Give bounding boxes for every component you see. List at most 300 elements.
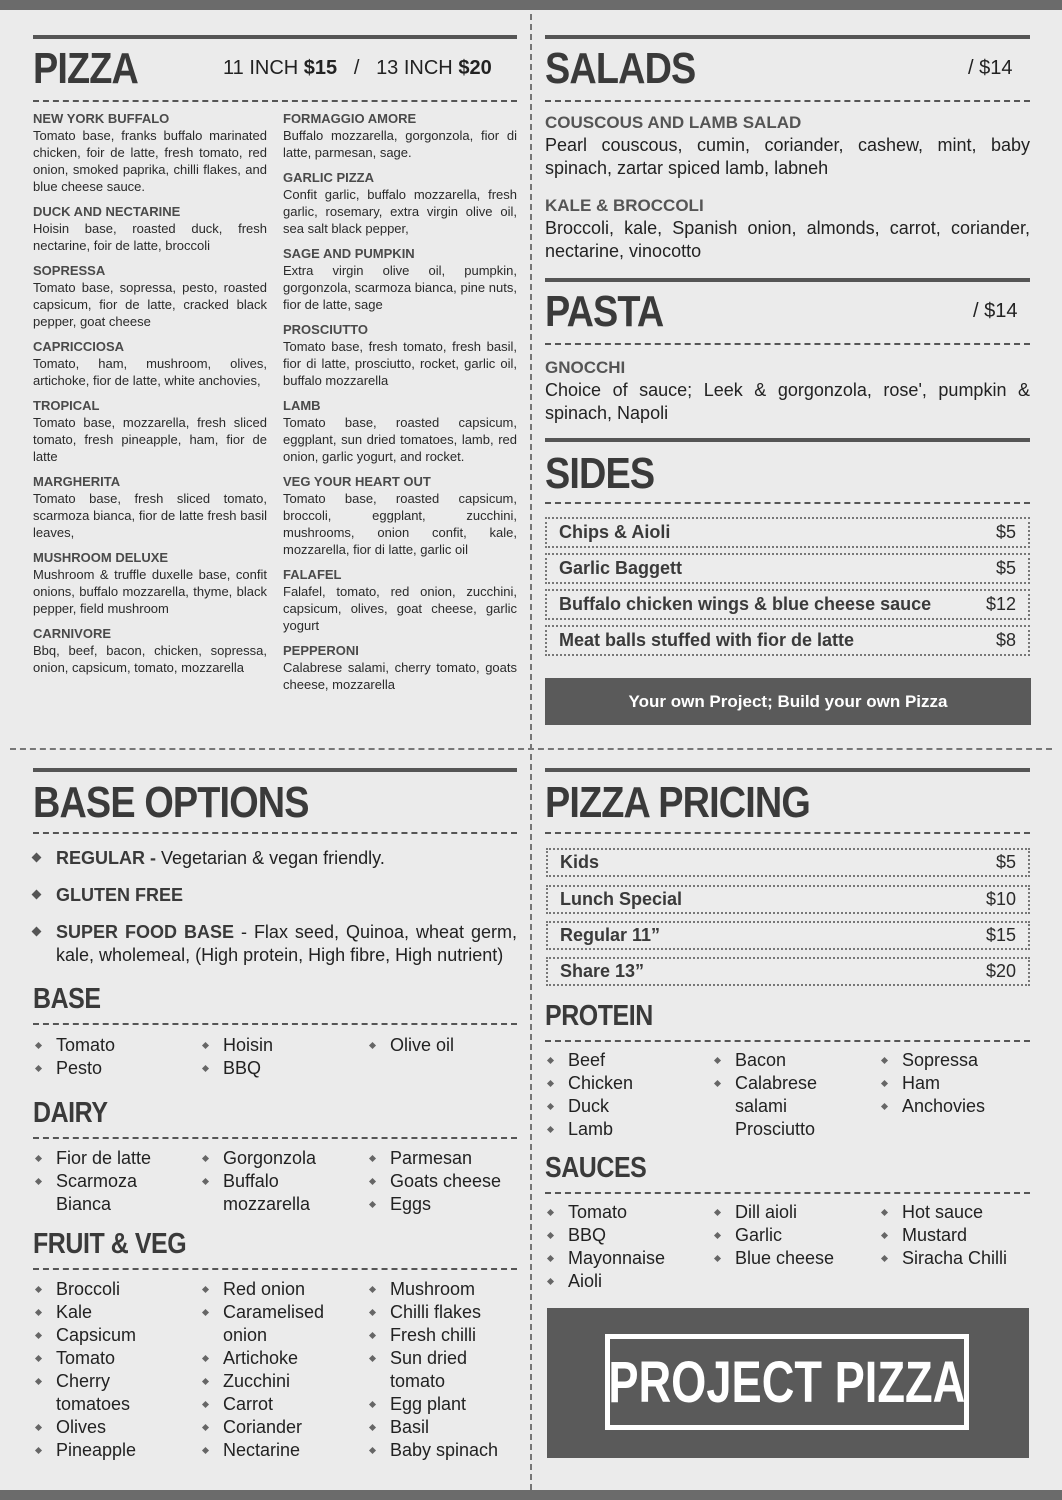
bullet-icon [547,1255,554,1262]
logo-text: PROJECT PIZZA [608,1349,966,1415]
pricing-name: Kids [560,852,600,872]
pizza-item [283,246,517,313]
list-item-label: Hoisin [223,1035,274,1055]
list-item [545,1072,712,1095]
list-item-label: Coriander [223,1417,303,1437]
list-item [367,1147,534,1170]
pizza-name: SAGE AND PUMPKIN [283,246,415,261]
pricing-row [546,848,1030,877]
list-item-label: onion [223,1325,268,1345]
base-options-dotted-rule [33,832,517,834]
list-item [33,1393,200,1416]
list-item [200,1034,367,1057]
list-item-label: Pineapple [56,1440,137,1460]
list-item-label: Duck [568,1096,610,1116]
list-item-label: Nectarine [223,1440,301,1460]
pasta-top-rule [545,278,1030,282]
list-item-label: Eggs [390,1194,432,1214]
base-dotted-rule [33,1023,517,1025]
salad-name: COUSCOUS AND LAMB SALAD [545,113,802,132]
build-your-own-banner: Your own Project; Build your own Pizza [545,678,1031,725]
pricing-name: Share 13” [560,961,645,981]
list-item [367,1278,534,1301]
list-item [545,1049,712,1072]
list-item-label: Sopressa [902,1050,979,1070]
pizza-item [283,474,517,558]
bullet-icon [547,1278,554,1285]
list-item [545,1224,712,1247]
list-item-label: Bacon [735,1050,787,1070]
list-item-label: Mustard [902,1225,968,1245]
list-item-label: tomatoes [56,1394,131,1414]
pricing-price: $5 [995,852,1016,872]
list-item-label: Chilli flakes [390,1302,482,1322]
fruit-veg-column [367,1278,534,1462]
pizza-item [33,111,267,195]
pizza-name: VEG YOUR HEART OUT [283,474,431,489]
pizza-dotted-rule [33,100,517,102]
pricing-row [546,921,1030,950]
dairy-column [367,1147,534,1216]
bullet-icon [714,1255,721,1262]
list-item [33,1278,200,1301]
base-column [33,1034,200,1080]
pizza-column-right [283,111,517,702]
sauces-title: SAUCES [545,1152,647,1184]
pizza-name: DUCK AND NECTARINE [33,204,181,219]
list-item-label: Ham [902,1073,941,1093]
list-item-label: BBQ [568,1225,607,1245]
bottom-border [0,1490,1062,1500]
pizza-item [33,398,267,465]
protein-dotted-rule [545,1040,1030,1042]
side-price: $12 [985,594,1016,614]
list-item-label: Red onion [223,1279,306,1299]
pizza-column-left [33,111,267,685]
list-item [879,1224,1046,1247]
list-item-label: Mayonnaise [568,1248,666,1268]
side-name: Meat balls stuffed with fior de latte [559,630,855,650]
bullet-icon [202,1401,209,1408]
bullet-icon [881,1209,888,1216]
salad-desc: Broccoli, kale, Spanish onion, almonds, carrot, coriander, nectarine, vinocotto [545,218,1030,261]
list-item-label: Caramelised [223,1302,325,1322]
bullet-icon [714,1209,721,1216]
base-option [33,884,517,907]
pizza-desc: Tomato base, fresh tomato, fresh basil, fior di latte, prosciutto, rocket, garlic oil, buffalo mozzarella [283,339,517,388]
list-item [200,1324,367,1347]
pizza-item [33,204,267,254]
list-item [200,1301,367,1324]
list-item [200,1278,367,1301]
side-name: Chips & Aioli [559,522,671,542]
pizza-item [283,398,517,465]
pizza-name: TROPICAL [33,398,100,413]
salads-top-rule [545,35,1030,39]
list-item-label: Olive oil [390,1035,455,1055]
top-border [0,0,1062,10]
fruit-veg-column [200,1278,367,1462]
protein-column [712,1049,879,1141]
list-item [367,1324,534,1347]
list-item-label: Bianca [56,1194,112,1214]
list-item [367,1370,534,1393]
list-item-label: Zucchini [223,1371,291,1391]
bullet-icon [881,1255,888,1262]
list-item-label: tomato [390,1371,446,1391]
list-item [367,1301,534,1324]
sides-top-rule [545,438,1030,442]
list-item [879,1072,1046,1095]
pizza-desc: Tomato base, sopressa, pesto, roasted capsicum, fior de latte, cracked black pepper, goat cheese [33,280,267,329]
bullet-icon [202,1286,209,1293]
dairy-list [33,1147,534,1216]
bullet-icon [35,1042,42,1049]
list-item-label: Beef [568,1050,606,1070]
side-row [545,625,1030,656]
list-item-label: Prosciutto [735,1119,816,1139]
bullet-icon [35,1065,42,1072]
list-item [367,1416,534,1439]
list-item [879,1201,1046,1224]
list-item-label: Baby spinach [390,1440,499,1460]
list-item-label: Fior de latte [56,1148,152,1168]
price-large: $20 [458,57,492,79]
list-item-label: Aioli [568,1271,603,1291]
pricing-price: $20 [985,961,1016,981]
list-item-label: Cherry [56,1371,111,1391]
bullet-icon [547,1126,554,1133]
list-item-label: salami [735,1096,788,1116]
list-item [545,1270,712,1293]
list-item-label: Tomato [56,1035,116,1055]
pizza-item [33,474,267,541]
pizza-pricing-top-rule [545,768,1030,772]
base-title: BASE [33,983,101,1015]
protein-column [545,1049,712,1141]
size-small: 11 INCH [223,57,299,79]
list-item [200,1416,367,1439]
list-item [712,1247,879,1270]
base-option-desc: Vegetarian & vegan friendly. [156,848,385,868]
pizza-item [283,111,517,161]
bullet-icon [547,1103,554,1110]
pizza-item [283,170,517,237]
list-item-label: Dill aioli [735,1202,798,1222]
project-pizza-logo [547,1308,1029,1458]
list-item [200,1193,367,1216]
bullet-icon [369,1401,376,1408]
bullet-icon [547,1080,554,1087]
pizza-name: MARGHERITA [33,474,121,489]
pizza-desc: Extra virgin olive oil, pumpkin, gorgonzola, scarmoza bianca, pine nuts, fior de latte, sage [283,263,517,312]
list-item [879,1247,1046,1270]
list-item [545,1095,712,1118]
list-item [367,1439,534,1462]
bullet-icon [202,1378,209,1385]
pizza-desc: Mushroom & truffle duxelle base, confit onions, buffalo mozzarella, thyme, black pepper, field mushroom [33,567,267,616]
sauces-column [879,1201,1046,1293]
list-item [367,1347,534,1370]
list-item [33,1416,200,1439]
list-item-label: Chicken [568,1073,634,1093]
list-item-label: Artichoke [223,1348,299,1368]
pizza-name: FALAFEL [283,567,342,582]
pizza-item [33,626,267,676]
list-item [200,1057,367,1080]
list-item [712,1072,879,1095]
bullet-icon [369,1424,376,1431]
list-item [545,1118,712,1141]
list-item [712,1095,879,1118]
pizza-name: PROSCIUTTO [283,322,368,337]
list-item-label: Basil [390,1417,430,1437]
bullet-icon [881,1103,888,1110]
price-small: $15 [303,57,338,79]
bullet-icon [369,1309,376,1316]
pizza-pricing-dotted-rule [545,832,1030,834]
side-row [545,553,1030,584]
list-item-label: Blue cheese [735,1248,835,1268]
list-item [712,1224,879,1247]
horizontal-fold-line [10,748,1052,750]
bullet-icon [881,1057,888,1064]
pasta-title: PASTA [545,287,664,336]
fruit-veg-dotted-rule [33,1268,517,1270]
sauces-list [545,1201,1046,1293]
bullet-icon [202,1178,209,1185]
side-row [545,589,1030,620]
list-item-label: Tomato [56,1348,116,1368]
bullet-icon [369,1447,376,1454]
bullet-icon [547,1232,554,1239]
list-item [545,1247,712,1270]
base-option-name: GLUTEN FREE [56,885,184,905]
pizza-item [283,322,517,389]
list-item [200,1439,367,1462]
list-item [200,1370,367,1393]
pizza-name: LAMB [283,398,321,413]
salads-price: / $14 [968,57,1013,79]
salads-title: SALADS [545,44,696,93]
bullet-icon [714,1080,721,1087]
list-item-label: Scarmoza [56,1171,138,1191]
side-price: $5 [995,558,1016,578]
pricing-price: $15 [985,925,1016,945]
sauces-dotted-rule [545,1192,1030,1194]
list-item-label: Egg plant [390,1394,467,1414]
dairy-dotted-rule [33,1137,517,1139]
dairy-title: DAIRY [33,1097,108,1129]
bullet-icon [369,1155,376,1162]
bullet-icon [369,1332,376,1339]
list-item [367,1034,534,1057]
bullet-icon [35,1424,42,1431]
dairy-column [200,1147,367,1216]
bullet-icon [202,1355,209,1362]
bullet-icon [369,1201,376,1208]
pizza-desc: Confit garlic, buffalo mozzarella, fresh garlic, rosemary, extra virgin olive oil, sea salt black pepper, [283,187,517,236]
list-item-label: Pesto [56,1058,103,1078]
pricing-row [546,885,1030,914]
list-item [33,1301,200,1324]
list-item [200,1170,367,1193]
list-item-label: Broccoli [56,1279,121,1299]
side-name: Buffalo chicken wings & blue cheese sauce [559,594,932,614]
pizza-item [33,550,267,617]
base-option [33,847,517,870]
vertical-fold-line [530,14,532,1490]
pricing-price: $10 [985,889,1016,909]
bullet-icon [881,1232,888,1239]
list-item [712,1118,879,1141]
list-item [33,1147,200,1170]
bullet-icon [547,1057,554,1064]
base-option-name: REGULAR - [56,848,156,868]
pizza-size-prices [223,57,492,80]
salad-item [545,112,1030,180]
list-item [367,1170,534,1193]
pricing-name: Lunch Special [560,889,683,909]
list-item [200,1147,367,1170]
side-name: Garlic Baggett [559,558,683,578]
pizza-desc: Tomato base, franks buffalo marinated chicken, foir de latte, fresh tomato, red onion, smoked paprika, chilli flakes, and blue cheese sauce. [33,128,267,194]
list-item [33,1324,200,1347]
list-item-label: Buffalo [223,1171,279,1191]
size-large: 13 INCH [376,57,453,79]
pizza-desc: Tomato base, roasted capsicum, eggplant, sun dried tomatoes, lamb, red onion, garlic yogurt, and rocket. [283,415,517,464]
list-item [545,1201,712,1224]
list-item [879,1049,1046,1072]
side-row [545,517,1030,548]
list-item [33,1347,200,1370]
base-column [200,1034,367,1080]
protein-column [879,1049,1046,1141]
pizza-name: MUSHROOM DELUXE [33,550,169,565]
list-item-label: Sun dried [390,1348,468,1368]
sides-dotted-rule [545,502,1030,504]
list-item [712,1201,879,1224]
bullet-icon [35,1447,42,1454]
bullet-icon [881,1080,888,1087]
bullet-icon [202,1155,209,1162]
size-separator: / [353,57,360,79]
pizza-name: GARLIC PIZZA [283,170,374,185]
pizza-desc: Tomato base, mozzarella, fresh sliced tomato, fresh pineapple, ham, fior de latte [33,415,267,464]
pizza-name: SOPRESSA [33,263,106,278]
list-item-label: mozzarella [223,1194,311,1214]
list-item-label: Carrot [223,1394,274,1414]
fruit-veg-column [33,1278,200,1462]
pizza-top-rule [33,35,517,39]
list-item-label: Fresh chilli [390,1325,477,1345]
list-item-label: Garlic [735,1225,783,1245]
pizza-pricing-title: PIZZA PRICING [545,778,810,827]
list-item [33,1057,200,1080]
fruit-veg-title: FRUIT & VEG [33,1228,187,1260]
base-option-name: SUPER FOOD BASE [56,922,234,942]
list-item-label: Siracha Chilli [902,1248,1008,1268]
bullet-icon [714,1232,721,1239]
bullet-icon [35,1309,42,1316]
pizza-desc: Tomato base, roasted capsicum, broccoli, eggplant, zucchini, mushrooms, onion confit, kale, mozzarella, fior di latte, garlic oil [283,491,517,557]
bullet-icon [369,1178,376,1185]
sauces-column [712,1201,879,1293]
list-item-label: Calabrese [735,1073,818,1093]
bullet-icon [202,1447,209,1454]
bullet-icon [547,1209,554,1216]
pizza-item [33,339,267,389]
list-item-label: Anchovies [902,1096,986,1116]
list-item [879,1095,1046,1118]
bullet-icon [35,1355,42,1362]
pizza-name: CARNIVORE [33,626,112,641]
pizza-name: NEW YORK BUFFALO [33,111,170,126]
bullet-icon [35,1286,42,1293]
list-item-label: Olives [56,1417,107,1437]
list-item-label: Mushroom [390,1279,476,1299]
salad-item [545,195,1030,263]
pasta-item [545,357,1030,425]
pasta-desc: Choice of sauce; Leek & gorgonzola, rose', pumpkin & spinach, Napoli [545,380,1030,423]
pizza-desc: Tomato, ham, mushroom, olives, artichoke, fior de latte, white anchovies, [33,356,267,388]
side-price: $8 [995,630,1016,650]
list-item-label: Tomato [568,1202,628,1222]
fruit-veg-list [33,1278,534,1462]
side-price: $5 [995,522,1016,542]
pricing-name: Regular 11” [560,925,661,945]
base-options-title: BASE OPTIONS [33,778,309,827]
list-item-label: Goats cheese [390,1171,502,1191]
bullet-icon [35,1178,42,1185]
list-item [200,1347,367,1370]
pizza-desc: Hoisin base, roasted duck, fresh nectarine, foir de latte, broccoli [33,221,267,253]
pizza-item [33,263,267,330]
list-item [367,1393,534,1416]
pizza-desc: Tomato base, fresh sliced tomato, scarmoza bianca, fior de latte fresh basil leaves, [33,491,267,540]
bullet-icon [369,1042,376,1049]
bullet-icon [35,1378,42,1385]
logo-frame [605,1334,969,1430]
pasta-name: GNOCCHI [545,358,626,377]
pricing-row [546,957,1030,986]
list-item-label: Capsicum [56,1325,137,1345]
sauces-column [545,1201,712,1293]
bullet-icon [369,1286,376,1293]
list-item-label: Parmesan [390,1148,473,1168]
bullet-icon [714,1057,721,1064]
list-item [33,1170,200,1193]
bullet-icon [35,1332,42,1339]
list-item-label: Hot sauce [902,1202,984,1222]
list-item-label: Lamb [568,1119,614,1139]
salads-dotted-rule [545,100,1030,102]
bullet-icon [202,1309,209,1316]
list-item-label: Kale [56,1302,93,1322]
salad-desc: Pearl couscous, cumin, coriander, cashew, mint, baby spinach, zartar spiced lamb, labneh [545,135,1030,178]
base-option [33,921,517,967]
bullet-icon [35,1155,42,1162]
list-item [33,1439,200,1462]
sides-title: SIDES [545,449,655,498]
pizza-item [283,643,517,693]
protein-title: PROTEIN [545,1000,653,1032]
pizza-item [283,567,517,634]
pizza-desc: Falafel, tomato, red onion, zucchini, capsicum, olives, goat cheese, garlic yogurt [283,584,517,633]
list-item [33,1370,200,1393]
bullet-icon [369,1355,376,1362]
list-item [33,1034,200,1057]
